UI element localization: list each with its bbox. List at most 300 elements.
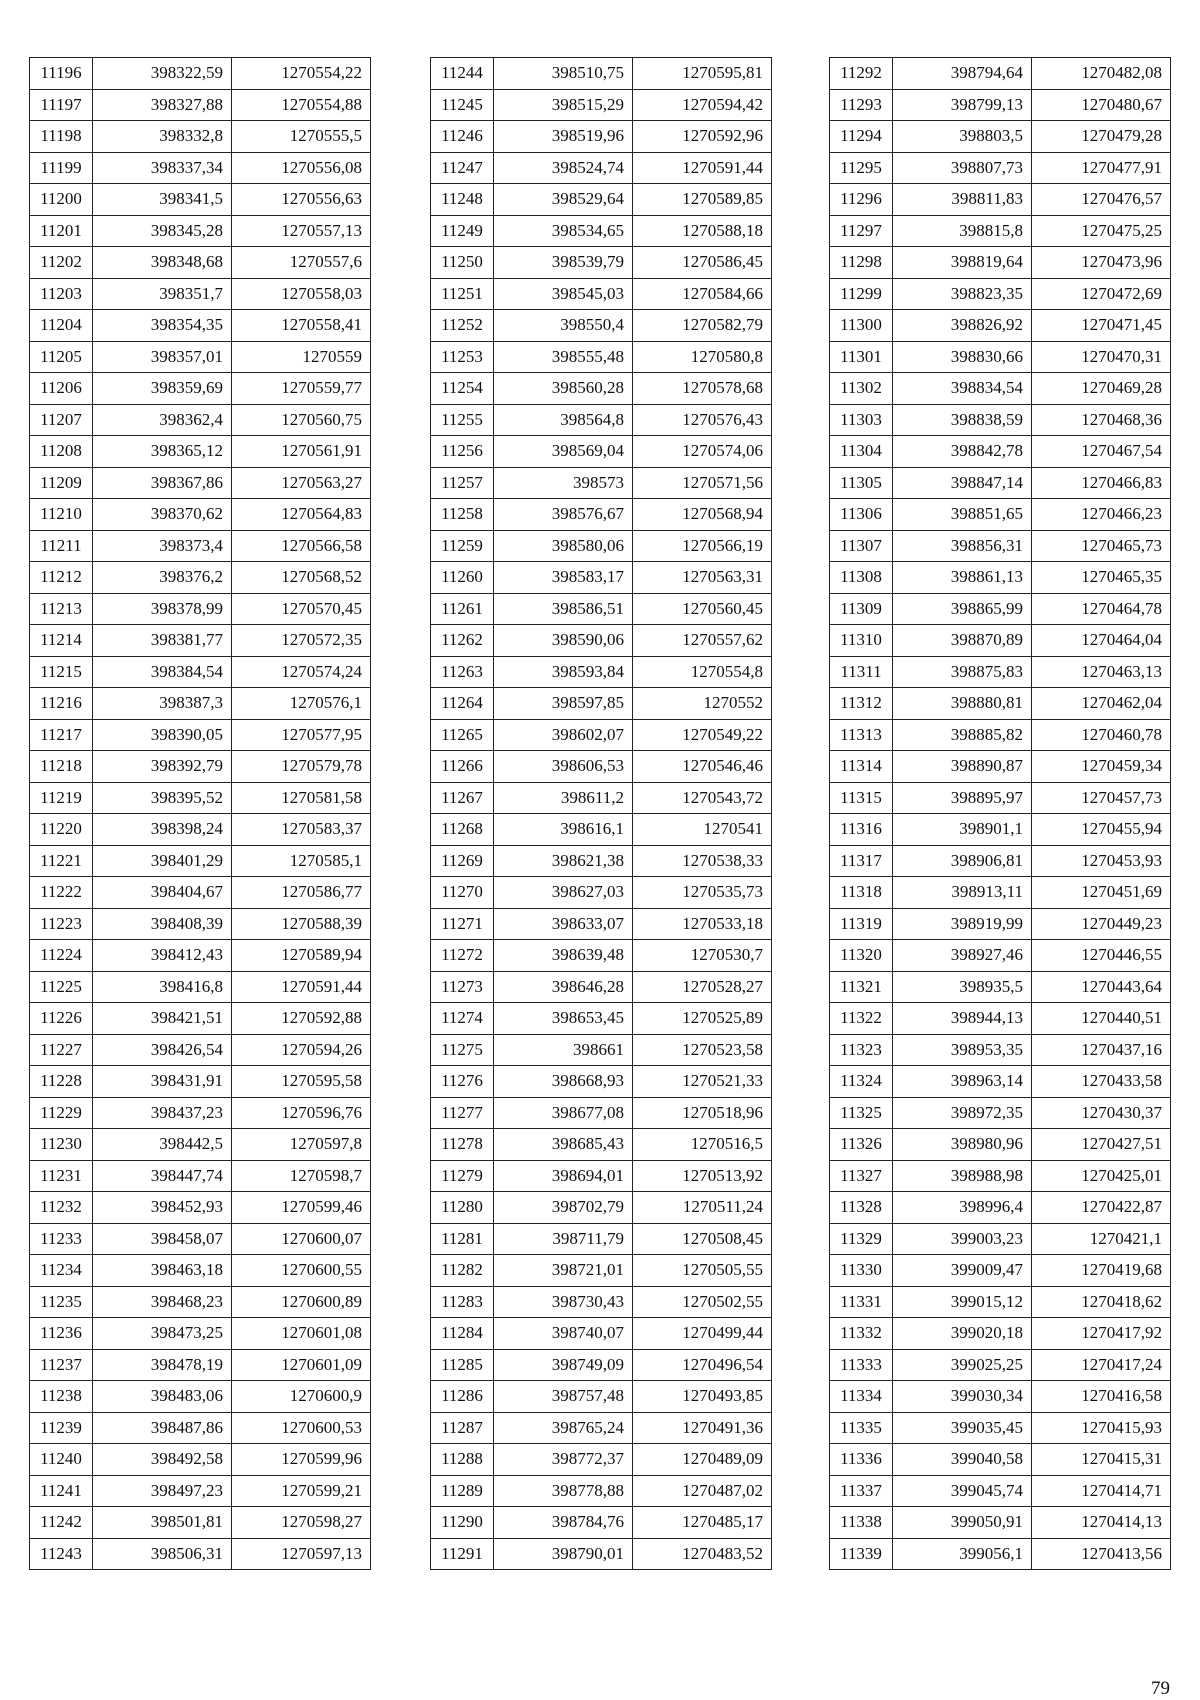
point-number-cell: 11215 <box>30 656 93 688</box>
x-coordinate-cell: 398497,23 <box>93 1475 232 1507</box>
x-coordinate-cell: 398492,58 <box>93 1444 232 1476</box>
x-coordinate-cell: 399025,25 <box>893 1349 1032 1381</box>
y-coordinate-cell: 1270427,51 <box>1032 1129 1171 1161</box>
point-number-cell: 11242 <box>30 1507 93 1539</box>
y-coordinate-cell: 1270564,83 <box>232 499 371 531</box>
table-row <box>30 1034 371 1066</box>
table-row <box>30 58 371 90</box>
y-coordinate-cell: 1270472,69 <box>1032 278 1171 310</box>
table-row <box>30 467 371 499</box>
point-number-cell: 11235 <box>30 1286 93 1318</box>
y-coordinate-cell: 1270462,04 <box>1032 688 1171 720</box>
x-coordinate-cell: 398870,89 <box>893 625 1032 657</box>
table-row <box>830 152 1171 184</box>
y-coordinate-cell: 1270479,28 <box>1032 121 1171 153</box>
point-number-cell: 11266 <box>431 751 494 783</box>
point-number-cell: 11295 <box>830 152 893 184</box>
x-coordinate-cell: 399009,47 <box>893 1255 1032 1287</box>
point-number-cell: 11269 <box>431 845 494 877</box>
table-row <box>30 1160 371 1192</box>
table-row <box>30 1129 371 1161</box>
table-row <box>830 530 1171 562</box>
y-coordinate-cell: 1270549,22 <box>633 719 772 751</box>
y-coordinate-cell: 1270483,52 <box>633 1538 772 1570</box>
point-number-cell: 11338 <box>830 1507 893 1539</box>
point-number-cell: 11280 <box>431 1192 494 1224</box>
point-number-cell: 11233 <box>30 1223 93 1255</box>
table-row <box>431 215 772 247</box>
table-row <box>431 184 772 216</box>
point-number-cell: 11273 <box>431 971 494 1003</box>
x-coordinate-cell: 398506,31 <box>93 1538 232 1570</box>
y-coordinate-cell: 1270489,09 <box>633 1444 772 1476</box>
point-number-cell: 11287 <box>431 1412 494 1444</box>
y-coordinate-cell: 1270583,37 <box>232 814 371 846</box>
point-number-cell: 11243 <box>30 1538 93 1570</box>
point-number-cell: 11322 <box>830 1003 893 1035</box>
table-row <box>431 971 772 1003</box>
y-coordinate-cell: 1270433,58 <box>1032 1066 1171 1098</box>
y-coordinate-cell: 1270586,45 <box>633 247 772 279</box>
x-coordinate-cell: 398621,38 <box>494 845 633 877</box>
table-row <box>30 814 371 846</box>
table-row <box>30 247 371 279</box>
coordinate-table-1 <box>29 57 371 1570</box>
y-coordinate-cell: 1270555,5 <box>232 121 371 153</box>
x-coordinate-cell: 398416,8 <box>93 971 232 1003</box>
table-row <box>30 719 371 751</box>
point-number-cell: 11286 <box>431 1381 494 1413</box>
table-row <box>830 719 1171 751</box>
y-coordinate-cell: 1270419,68 <box>1032 1255 1171 1287</box>
table-row <box>30 562 371 594</box>
x-coordinate-cell: 398341,5 <box>93 184 232 216</box>
x-coordinate-cell: 398515,29 <box>494 89 633 121</box>
y-coordinate-cell: 1270466,83 <box>1032 467 1171 499</box>
y-coordinate-cell: 1270475,25 <box>1032 215 1171 247</box>
x-coordinate-cell: 398529,64 <box>494 184 633 216</box>
y-coordinate-cell: 1270595,58 <box>232 1066 371 1098</box>
x-coordinate-cell: 398861,13 <box>893 562 1032 594</box>
x-coordinate-cell: 398838,59 <box>893 404 1032 436</box>
point-number-cell: 11294 <box>830 121 893 153</box>
point-number-cell: 11270 <box>431 877 494 909</box>
point-number-cell: 11216 <box>30 688 93 720</box>
x-coordinate-cell: 398580,06 <box>494 530 633 562</box>
point-number-cell: 11252 <box>431 310 494 342</box>
y-coordinate-cell: 1270566,19 <box>633 530 772 562</box>
point-number-cell: 11256 <box>431 436 494 468</box>
table-row <box>830 845 1171 877</box>
y-coordinate-cell: 1270568,52 <box>232 562 371 594</box>
table-row <box>30 1066 371 1098</box>
table-row <box>431 940 772 972</box>
x-coordinate-cell: 398935,5 <box>893 971 1032 1003</box>
point-number-cell: 11241 <box>30 1475 93 1507</box>
x-coordinate-cell: 398847,14 <box>893 467 1032 499</box>
point-number-cell: 11330 <box>830 1255 893 1287</box>
point-number-cell: 11205 <box>30 341 93 373</box>
coordinate-table-3 <box>829 57 1171 1570</box>
y-coordinate-cell: 1270591,44 <box>633 152 772 184</box>
table-row <box>30 1255 371 1287</box>
point-number-cell: 11319 <box>830 908 893 940</box>
x-coordinate-cell: 398906,81 <box>893 845 1032 877</box>
x-coordinate-cell: 398555,48 <box>494 341 633 373</box>
point-number-cell: 11320 <box>830 940 893 972</box>
point-number-cell: 11231 <box>30 1160 93 1192</box>
point-number-cell: 11246 <box>431 121 494 153</box>
y-coordinate-cell: 1270599,96 <box>232 1444 371 1476</box>
x-coordinate-cell: 398359,69 <box>93 373 232 405</box>
y-coordinate-cell: 1270600,07 <box>232 1223 371 1255</box>
point-number-cell: 11306 <box>830 499 893 531</box>
x-coordinate-cell: 398573 <box>494 467 633 499</box>
point-number-cell: 11255 <box>431 404 494 436</box>
table-row <box>30 1318 371 1350</box>
point-number-cell: 11199 <box>30 152 93 184</box>
table-row <box>830 1444 1171 1476</box>
point-number-cell: 11274 <box>431 1003 494 1035</box>
point-number-cell: 11218 <box>30 751 93 783</box>
point-number-cell: 11202 <box>30 247 93 279</box>
table-row <box>830 1192 1171 1224</box>
page-number: 79 <box>1151 1678 1170 1699</box>
table-row <box>431 1066 772 1098</box>
x-coordinate-cell: 398749,09 <box>494 1349 633 1381</box>
point-number-cell: 11305 <box>830 467 893 499</box>
table-row <box>431 1318 772 1350</box>
table-row <box>30 215 371 247</box>
x-coordinate-cell: 398996,4 <box>893 1192 1032 1224</box>
x-coordinate-cell: 399003,23 <box>893 1223 1032 1255</box>
table-row <box>830 940 1171 972</box>
table-row <box>30 1444 371 1476</box>
x-coordinate-cell: 398856,31 <box>893 530 1032 562</box>
x-coordinate-cell: 398590,06 <box>494 625 633 657</box>
point-number-cell: 11263 <box>431 656 494 688</box>
point-number-cell: 11331 <box>830 1286 893 1318</box>
x-coordinate-cell: 398784,76 <box>494 1507 633 1539</box>
table-row <box>830 656 1171 688</box>
point-number-cell: 11316 <box>830 814 893 846</box>
point-number-cell: 11277 <box>431 1097 494 1129</box>
table-row <box>431 373 772 405</box>
table-row <box>30 1538 371 1570</box>
table-row <box>431 1412 772 1444</box>
y-coordinate-cell: 1270557,13 <box>232 215 371 247</box>
point-number-cell: 11337 <box>830 1475 893 1507</box>
y-coordinate-cell: 1270560,75 <box>232 404 371 436</box>
point-number-cell: 11234 <box>30 1255 93 1287</box>
y-coordinate-cell: 1270440,51 <box>1032 1003 1171 1035</box>
y-coordinate-cell: 1270578,68 <box>633 373 772 405</box>
x-coordinate-cell: 398539,79 <box>494 247 633 279</box>
y-coordinate-cell: 1270596,76 <box>232 1097 371 1129</box>
y-coordinate-cell: 1270589,94 <box>232 940 371 972</box>
x-coordinate-cell: 398412,43 <box>93 940 232 972</box>
point-number-cell: 11250 <box>431 247 494 279</box>
x-coordinate-cell: 398408,39 <box>93 908 232 940</box>
y-coordinate-cell: 1270505,55 <box>633 1255 772 1287</box>
table-row <box>830 1255 1171 1287</box>
point-number-cell: 11237 <box>30 1349 93 1381</box>
table-row <box>830 1286 1171 1318</box>
x-coordinate-cell: 398702,79 <box>494 1192 633 1224</box>
table-row <box>830 562 1171 594</box>
x-coordinate-cell: 398387,3 <box>93 688 232 720</box>
x-coordinate-cell: 399030,34 <box>893 1381 1032 1413</box>
table-row <box>30 908 371 940</box>
point-number-cell: 11254 <box>431 373 494 405</box>
y-coordinate-cell: 1270469,28 <box>1032 373 1171 405</box>
y-coordinate-cell: 1270417,92 <box>1032 1318 1171 1350</box>
point-number-cell: 11291 <box>431 1538 494 1570</box>
x-coordinate-cell: 398354,35 <box>93 310 232 342</box>
x-coordinate-cell: 398524,74 <box>494 152 633 184</box>
point-number-cell: 11333 <box>830 1349 893 1381</box>
table-row <box>431 341 772 373</box>
y-coordinate-cell: 1270466,23 <box>1032 499 1171 531</box>
point-number-cell: 11236 <box>30 1318 93 1350</box>
table-row <box>431 1192 772 1224</box>
y-coordinate-cell: 1270511,24 <box>633 1192 772 1224</box>
table-row <box>30 751 371 783</box>
x-coordinate-cell: 398826,92 <box>893 310 1032 342</box>
x-coordinate-cell: 398327,88 <box>93 89 232 121</box>
point-number-cell: 11281 <box>431 1223 494 1255</box>
table-row <box>30 593 371 625</box>
x-coordinate-cell: 398639,48 <box>494 940 633 972</box>
x-coordinate-cell: 398772,37 <box>494 1444 633 1476</box>
table-row <box>30 1349 371 1381</box>
y-coordinate-cell: 1270422,87 <box>1032 1192 1171 1224</box>
x-coordinate-cell: 398811,83 <box>893 184 1032 216</box>
x-coordinate-cell: 398569,04 <box>494 436 633 468</box>
y-coordinate-cell: 1270570,45 <box>232 593 371 625</box>
table-row <box>431 278 772 310</box>
point-number-cell: 11297 <box>830 215 893 247</box>
point-number-cell: 11245 <box>431 89 494 121</box>
x-coordinate-cell: 398885,82 <box>893 719 1032 751</box>
y-coordinate-cell: 1270482,08 <box>1032 58 1171 90</box>
y-coordinate-cell: 1270600,53 <box>232 1412 371 1444</box>
y-coordinate-cell: 1270487,02 <box>633 1475 772 1507</box>
table-row <box>431 404 772 436</box>
x-coordinate-cell: 398583,17 <box>494 562 633 594</box>
y-coordinate-cell: 1270558,41 <box>232 310 371 342</box>
table-row <box>431 1034 772 1066</box>
point-number-cell: 11293 <box>830 89 893 121</box>
table-row <box>830 877 1171 909</box>
y-coordinate-cell: 1270554,88 <box>232 89 371 121</box>
point-number-cell: 11285 <box>431 1349 494 1381</box>
y-coordinate-cell: 1270457,73 <box>1032 782 1171 814</box>
x-coordinate-cell: 398794,64 <box>893 58 1032 90</box>
table-row <box>30 1223 371 1255</box>
y-coordinate-cell: 1270571,56 <box>633 467 772 499</box>
x-coordinate-cell: 398668,93 <box>494 1066 633 1098</box>
coordinate-table-body <box>431 58 772 1570</box>
y-coordinate-cell: 1270541 <box>633 814 772 846</box>
x-coordinate-cell: 398468,23 <box>93 1286 232 1318</box>
x-coordinate-cell: 398890,87 <box>893 751 1032 783</box>
y-coordinate-cell: 1270557,62 <box>633 625 772 657</box>
y-coordinate-cell: 1270589,85 <box>633 184 772 216</box>
table-row <box>431 719 772 751</box>
y-coordinate-cell: 1270600,55 <box>232 1255 371 1287</box>
y-coordinate-cell: 1270416,58 <box>1032 1381 1171 1413</box>
table-row <box>830 908 1171 940</box>
point-number-cell: 11314 <box>830 751 893 783</box>
table-row <box>30 1192 371 1224</box>
x-coordinate-cell: 399015,12 <box>893 1286 1032 1318</box>
table-row <box>431 908 772 940</box>
x-coordinate-cell: 398398,24 <box>93 814 232 846</box>
table-row <box>830 278 1171 310</box>
point-number-cell: 11239 <box>30 1412 93 1444</box>
y-coordinate-cell: 1270588,39 <box>232 908 371 940</box>
point-number-cell: 11214 <box>30 625 93 657</box>
y-coordinate-cell: 1270414,71 <box>1032 1475 1171 1507</box>
point-number-cell: 11200 <box>30 184 93 216</box>
y-coordinate-cell: 1270533,18 <box>633 908 772 940</box>
x-coordinate-cell: 398606,53 <box>494 751 633 783</box>
table-row <box>30 625 371 657</box>
x-coordinate-cell: 398611,2 <box>494 782 633 814</box>
table-row <box>431 562 772 594</box>
table-row <box>830 1129 1171 1161</box>
point-number-cell: 11271 <box>431 908 494 940</box>
x-coordinate-cell: 398381,77 <box>93 625 232 657</box>
table-row <box>30 310 371 342</box>
x-coordinate-cell: 398980,96 <box>893 1129 1032 1161</box>
point-number-cell: 11262 <box>431 625 494 657</box>
point-number-cell: 11303 <box>830 404 893 436</box>
point-number-cell: 11304 <box>830 436 893 468</box>
y-coordinate-cell: 1270485,17 <box>633 1507 772 1539</box>
x-coordinate-cell: 398463,18 <box>93 1255 232 1287</box>
point-number-cell: 11307 <box>830 530 893 562</box>
x-coordinate-cell: 398895,97 <box>893 782 1032 814</box>
table-row <box>431 121 772 153</box>
point-number-cell: 11275 <box>431 1034 494 1066</box>
y-coordinate-cell: 1270546,46 <box>633 751 772 783</box>
point-number-cell: 11265 <box>431 719 494 751</box>
table-row <box>830 1538 1171 1570</box>
y-coordinate-cell: 1270413,56 <box>1032 1538 1171 1570</box>
x-coordinate-cell: 399045,74 <box>893 1475 1032 1507</box>
y-coordinate-cell: 1270600,89 <box>232 1286 371 1318</box>
table-row <box>830 593 1171 625</box>
y-coordinate-cell: 1270525,89 <box>633 1003 772 1035</box>
table-row <box>30 499 371 531</box>
table-row <box>830 373 1171 405</box>
x-coordinate-cell: 398803,5 <box>893 121 1032 153</box>
point-number-cell: 11335 <box>830 1412 893 1444</box>
y-coordinate-cell: 1270417,24 <box>1032 1349 1171 1381</box>
y-coordinate-cell: 1270554,8 <box>633 656 772 688</box>
table-row <box>830 404 1171 436</box>
y-coordinate-cell: 1270588,18 <box>633 215 772 247</box>
x-coordinate-cell: 398865,99 <box>893 593 1032 625</box>
y-coordinate-cell: 1270477,91 <box>1032 152 1171 184</box>
point-number-cell: 11251 <box>431 278 494 310</box>
point-number-cell: 11325 <box>830 1097 893 1129</box>
x-coordinate-cell: 398392,79 <box>93 751 232 783</box>
x-coordinate-cell: 398953,35 <box>893 1034 1032 1066</box>
y-coordinate-cell: 1270576,43 <box>633 404 772 436</box>
x-coordinate-cell: 398834,54 <box>893 373 1032 405</box>
x-coordinate-cell: 398988,98 <box>893 1160 1032 1192</box>
y-coordinate-cell: 1270459,34 <box>1032 751 1171 783</box>
y-coordinate-cell: 1270415,31 <box>1032 1444 1171 1476</box>
table-row <box>431 467 772 499</box>
point-number-cell: 11327 <box>830 1160 893 1192</box>
x-coordinate-cell: 398593,84 <box>494 656 633 688</box>
y-coordinate-cell: 1270468,36 <box>1032 404 1171 436</box>
coordinate-table-body <box>830 58 1171 1570</box>
point-number-cell: 11220 <box>30 814 93 846</box>
point-number-cell: 11198 <box>30 121 93 153</box>
x-coordinate-cell: 398390,05 <box>93 719 232 751</box>
y-coordinate-cell: 1270523,58 <box>633 1034 772 1066</box>
point-number-cell: 11317 <box>830 845 893 877</box>
table-row <box>30 688 371 720</box>
point-number-cell: 11210 <box>30 499 93 531</box>
point-number-cell: 11224 <box>30 940 93 972</box>
table-row <box>431 436 772 468</box>
table-row <box>30 656 371 688</box>
table-row <box>830 1349 1171 1381</box>
table-row <box>30 373 371 405</box>
x-coordinate-cell: 398376,2 <box>93 562 232 594</box>
y-coordinate-cell: 1270528,27 <box>633 971 772 1003</box>
y-coordinate-cell: 1270460,78 <box>1032 719 1171 751</box>
table-row <box>830 121 1171 153</box>
x-coordinate-cell: 398830,66 <box>893 341 1032 373</box>
y-coordinate-cell: 1270586,77 <box>232 877 371 909</box>
table-row <box>830 467 1171 499</box>
table-row <box>431 877 772 909</box>
table-row <box>431 751 772 783</box>
point-number-cell: 11298 <box>830 247 893 279</box>
y-coordinate-cell: 1270502,55 <box>633 1286 772 1318</box>
x-coordinate-cell: 398550,4 <box>494 310 633 342</box>
x-coordinate-cell: 398337,34 <box>93 152 232 184</box>
table-row <box>830 310 1171 342</box>
point-number-cell: 11249 <box>431 215 494 247</box>
table-row <box>431 152 772 184</box>
y-coordinate-cell: 1270559 <box>232 341 371 373</box>
x-coordinate-cell: 398586,51 <box>494 593 633 625</box>
table-row <box>830 1475 1171 1507</box>
x-coordinate-cell: 398757,48 <box>494 1381 633 1413</box>
point-number-cell: 11292 <box>830 58 893 90</box>
table-row <box>431 1223 772 1255</box>
y-coordinate-cell: 1270554,22 <box>232 58 371 90</box>
x-coordinate-cell: 398534,65 <box>494 215 633 247</box>
point-number-cell: 11308 <box>830 562 893 594</box>
point-number-cell: 11207 <box>30 404 93 436</box>
table-row <box>431 1160 772 1192</box>
y-coordinate-cell: 1270516,5 <box>633 1129 772 1161</box>
point-number-cell: 11229 <box>30 1097 93 1129</box>
y-coordinate-cell: 1270535,73 <box>633 877 772 909</box>
x-coordinate-cell: 398395,52 <box>93 782 232 814</box>
y-coordinate-cell: 1270467,54 <box>1032 436 1171 468</box>
table-row <box>830 1223 1171 1255</box>
